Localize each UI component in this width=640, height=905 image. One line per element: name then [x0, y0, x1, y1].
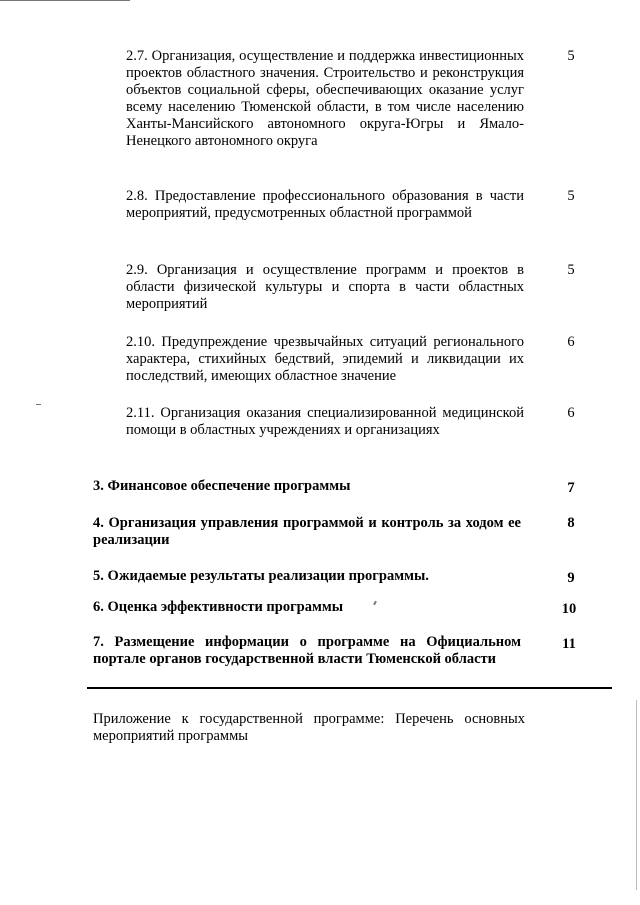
toc-page-number: 7	[567, 480, 575, 496]
toc-entry-text: 2.11. Организация оказания специализированной медицинской помощи в областных учреждениях и организациях	[126, 405, 524, 438]
toc-section-text: 6. Оценка эффективности программы	[93, 599, 344, 615]
toc-entry-text: 2.8. Предоставление профессионального образования в части мероприятий, предусмотренных областной программой	[126, 188, 524, 221]
toc-page-number: 9	[567, 570, 575, 586]
toc-page-number: 5	[567, 188, 575, 204]
toc-page-number: 5	[567, 262, 575, 278]
toc-section-text: 5. Ожидаемые результаты реализации программы.	[93, 568, 429, 584]
toc-page-number: 10	[561, 601, 577, 617]
toc-page-number: 6	[567, 405, 575, 421]
scan-artifact-top	[0, 0, 130, 1]
toc-page-number: 11	[562, 636, 576, 652]
scan-artifact-edge	[636, 700, 637, 890]
toc-section-text: 4. Организация управления программой и контроль за ходом ее реализации	[93, 515, 521, 548]
toc-entry-text: 2.10. Предупреждение чрезвычайных ситуаций регионального характера, стихийных бедствий, эпидемий и ликвидации их последствий, имеющих областное значение	[126, 334, 524, 384]
scan-artifact-dash	[36, 404, 41, 405]
horizontal-divider	[87, 687, 612, 689]
appendix-note: Приложение к государственной программе: Перечень основных мероприятий программы	[93, 711, 525, 744]
toc-section-text: 3. Финансовое обеспечение программы	[93, 478, 351, 494]
toc-page-number: 6	[567, 334, 575, 350]
toc-page-number: 8	[567, 515, 575, 531]
toc-entry-text: 2.9. Организация и осуществление программ и проектов в области физической культуры и спорта в части областных мероприятий	[126, 262, 524, 312]
toc-entry-text: 2.7. Организация, осуществление и поддержка инвестиционных проектов областного значения. Строительство и реконструкция объектов социальной сферы, обеспечивающих оказание услуг всему населению Тюменской области, в том числе населению Ханты-Мансийского автономного округа-Югры и Ямало-Ненецкого автономного округа	[126, 48, 524, 149]
toc-page-number: 5	[567, 48, 575, 64]
toc-section-text: 7. Размещение информации о программе на Официальном портале органов государственной власти Тюменской области	[93, 634, 521, 667]
